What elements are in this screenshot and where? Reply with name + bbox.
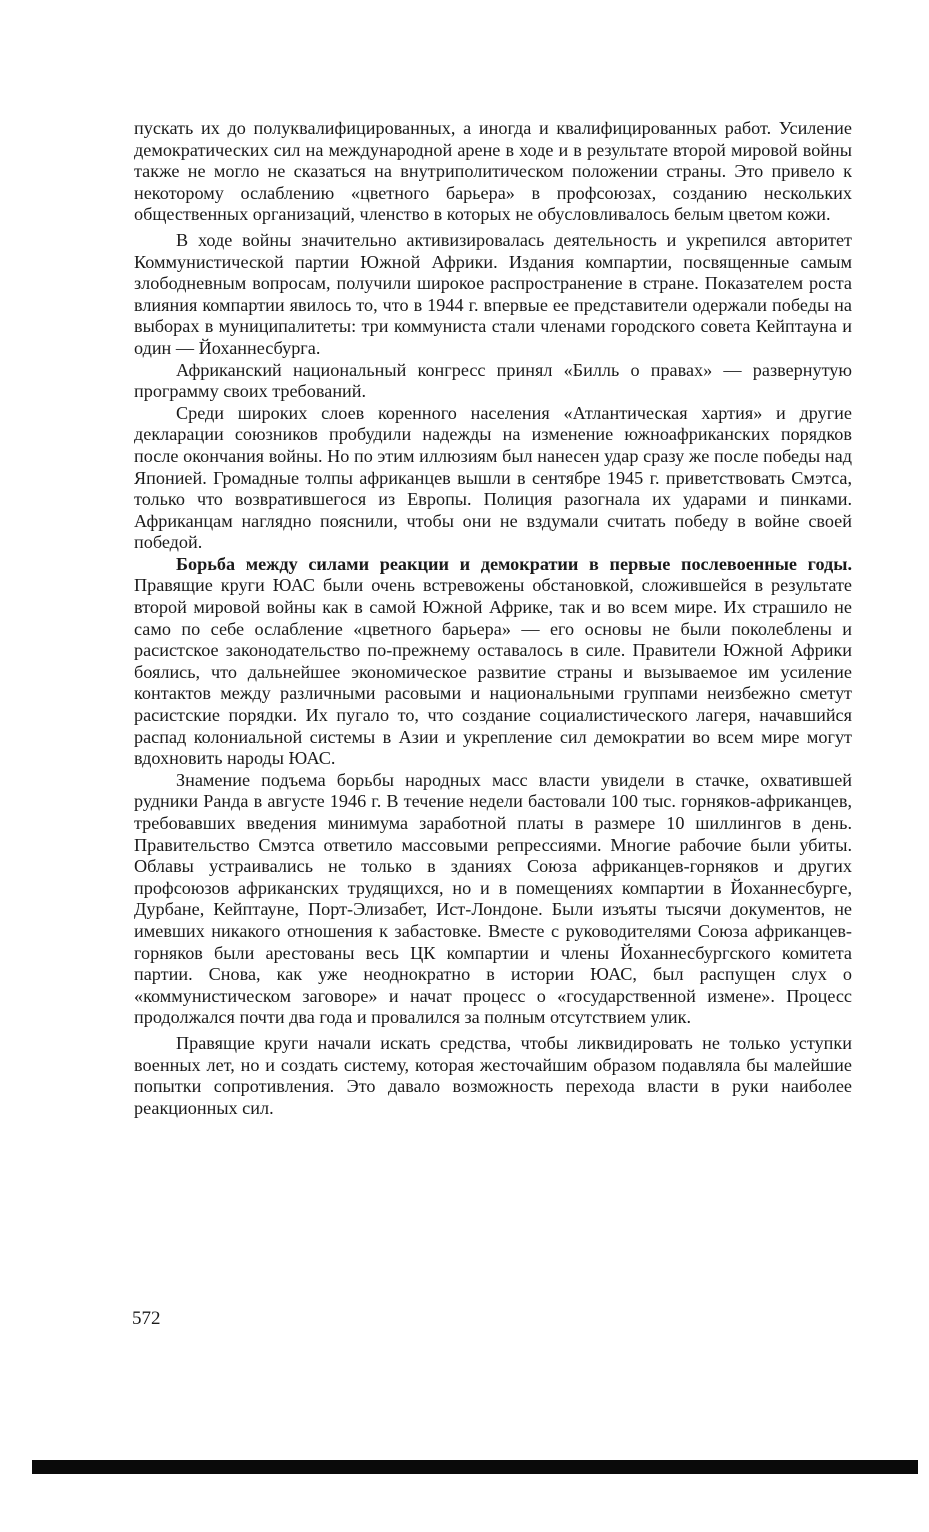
paragraph-text: пускать их до полуквалифицированных, а иногда и квалифицированных работ. Усиление демократических сил на международной арене в ходе и в результате второй мировой войны также не могло не сказаться на внутриполитическом положении страны. Это привело к некоторому ослаблению «цветного барьера» в профсоюзах, созданию нескольких общественных организаций, членство в которых не обусловливалось белым цветом кожи. <box>134 118 852 225</box>
paragraph-text: Знамение подъема борьбы народных масс власти увидели в стачке, охватившей рудники Ранда в августе 1946 г. В течение недели бастовали 100 тыс. горняков-африканцев, требовавших введения минимума заработной платы в размере 10 шиллингов в день. Правительство Смэтса ответило массовыми репрессиями. Многие рабочие были убиты. Облавы устраивались не только в зданиях Союза африканцев-горняков и других профсоюзов африканских трудящихся, но и в помещениях компартии в Йоханнесбурге, Дурбане, Кейптауне, Порт-Элизабет, Ист-Лондоне. Были изъяты тысячи документов, не имевших никакого отношения к забастовке. Вместе с руководителями Союза африканцев-горняков были арестованы весь ЦК компартии и члены Йоханнесбургского комитета партии. Снова, как уже неоднократно в истории ЮАС, был распущен слух о «коммунистическом заговоре» и начат процесс о «государственной измене». Процесс продолжался почти два года и провалился за полным отсутствием улик. <box>134 769 852 1028</box>
paragraph-text: Африканский национальный конгресс принял «Билль о правах» — развернутую программу своих требований. <box>134 359 852 402</box>
paragraph-2 <box>134 230 852 360</box>
paragraph-5 <box>134 554 852 770</box>
section-heading: Борьба между силами реакции и демократии в первые послевоенные годы. <box>176 553 852 574</box>
paragraph-text: Правящие круги начали искать средства, чтобы ликвидировать не только уступки военных лет, но и создать систему, которая жесточайшим образом подавляла бы малейшие попытки сопротивления. Это давало возможность перехода власти в руки наиболее реакционных сил. <box>134 1032 852 1118</box>
paragraph-4 <box>134 403 852 554</box>
bottom-rule <box>32 1460 918 1474</box>
page-body <box>134 118 852 1119</box>
paragraph-1 <box>134 118 852 226</box>
paragraph-text: В ходе войны значительно активизировалась деятельность и укрепился авторитет Коммунистической партии Южной Африки. Издания компартии, посвященные самым злободневным вопросам, получили широкое распространение в стране. Показателем роста влияния компартии явилось то, что в 1944 г. впервые ее представители одержали победы на выборах в муниципалитеты: три коммуниста стали членами городского совета Кейптауна и один — Йоханнесбурга. <box>134 229 852 358</box>
paragraph-3 <box>134 360 852 403</box>
paragraph-text: Среди широких слоев коренного населения «Атлантическая хартия» и другие декларации союзников пробудили надежды на изменение южноафриканских порядков после окончания войны. Но по этим иллюзиям был нанесен удар сразу же после победы над Японией. Громадные толпы африканцев вышли в сентябре 1945 г. приветствовать Смэтса, только что возвратившегося из Европы. Полиция разогнала их ударами и пинками. Африканцам наглядно пояснили, чтобы они не вздумали считать победу в войне своей победой. <box>134 402 852 553</box>
paragraph-7 <box>134 1033 852 1119</box>
paragraph-6 <box>134 770 852 1029</box>
paragraph-text: Правящие круги ЮАС были очень встревожены обстановкой, сложившейся в результате второй мировой войны как в самой Южной Африке, так и во всем мире. Их страшило не само по себе ослабление «цветного барьера» — его основы не были поколеблены и расистское законодательство по-прежнему оставалось в силе. Правители Южной Африки боялись, что дальнейшее экономическое развитие страны и вызываемое им усиление контактов между различными расовыми и национальными группами неизбежно сметут расистские порядки. Их пугало то, что создание социалистического лагеря, начавшийся распад колониальной системы в Азии и укрепление сил демократии во всем мире могут вдохновить народы ЮАС. <box>134 575 852 769</box>
page-number: 572 <box>132 1308 161 1329</box>
